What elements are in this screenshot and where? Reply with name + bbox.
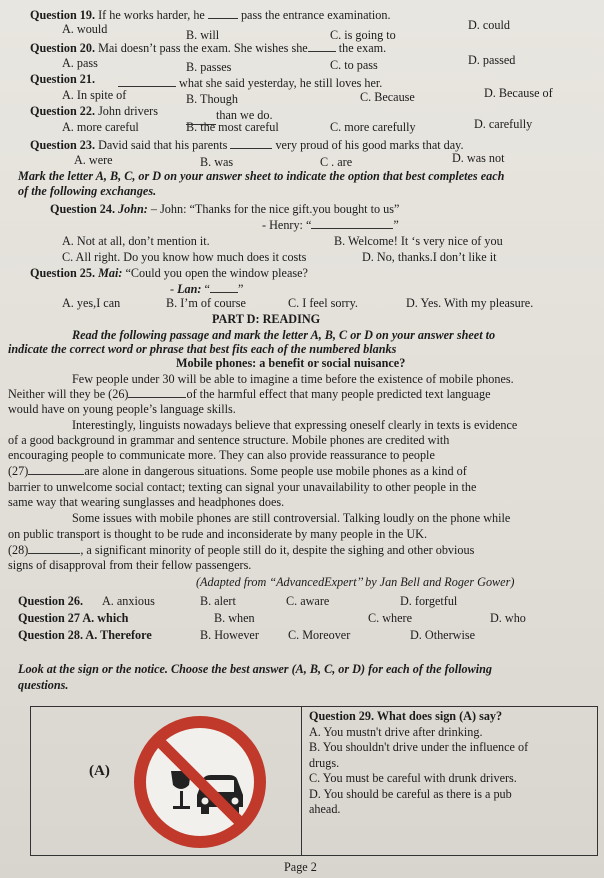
q29-option-c: C. You must be careful with drunk drivers.: [309, 771, 517, 785]
q24-reply: - Henry: “ ”: [262, 218, 399, 232]
q26-option-d: D. forgetful: [400, 594, 458, 608]
q24-option-a: A. Not at all, don’t mention it.: [62, 234, 210, 248]
q20-option-b: B. passes: [186, 60, 232, 74]
q27-option-a: A. which: [82, 611, 129, 625]
q20-option-a: A. pass: [62, 56, 98, 70]
instruction-exchanges: Mark the letter A, B, C, or D on your answer sheet to indicate the option that best completes each: [18, 169, 505, 183]
blank-26: [128, 387, 186, 398]
q22-option-a: A. more careful: [62, 120, 139, 134]
passage-line: same way that wearing sunglasses and headphones does.: [8, 495, 285, 509]
reading-instruction-2: indicate the correct word or phrase that best fits each of the numbered blanks: [8, 342, 397, 356]
q27-option-c: C. where: [368, 611, 412, 625]
no-drinking-driving-sign-icon: [131, 715, 269, 849]
question-29: Question 29. What does sign (A) say? A. You mustn't drive after drinking. B. You shouldn't drive under the influence of drugs. C. You must be careful with drunk drivers. D. You should be careful as there is a pub ahead.: [309, 709, 529, 816]
q19-option-c: C. is going to: [330, 28, 396, 42]
question-26: Question 26.: [18, 594, 84, 608]
q21-option-d: D. Because of: [484, 86, 553, 100]
q25-reply: - Lan: “ ”: [170, 282, 244, 296]
instruction-signs: Look at the sign or the notice. Choose the best answer (A, B, C, or D) for each of the following: [18, 662, 492, 676]
q20-option-c: C. to pass: [330, 58, 378, 72]
q21-option-b: B. Though: [186, 92, 238, 106]
q29-option-a: A. You mustn't drive after drinking.: [309, 724, 483, 739]
passage-line: (28) , a significant minority of people still do it, despite the sighing and other obvious: [8, 543, 475, 557]
q21-option-c: C. Because: [360, 90, 415, 104]
q25-option-b: B. I’m of course: [166, 296, 246, 310]
q23-option-d: D. was not: [452, 151, 505, 165]
divider: [301, 707, 302, 855]
q23-option-b: B. was: [200, 155, 234, 169]
question-22: Question 22. John drivers: [30, 104, 158, 118]
instruction-signs-2: questions.: [18, 678, 69, 692]
q22-option-b-wrap: [186, 120, 279, 134]
q25-option-a: A. yes,I can: [62, 296, 121, 310]
q24-option-c: C. All right. Do you know how much does it costs: [62, 250, 307, 264]
passage-line: would have on young people’s language skills.: [8, 402, 236, 416]
q26-option-c: C. aware: [286, 594, 330, 608]
question-27: Question 27 A. which: [18, 611, 129, 625]
sign-label: (A): [89, 763, 110, 779]
question-25: Question 25. Mai: “Could you open the window please?: [30, 266, 308, 280]
passage-line: Some issues with mobile phones are still controversial. Talking loudly on the phone while: [72, 511, 511, 525]
answer-blank: [311, 218, 393, 229]
passage-line: encouraging people to communicate more. They can also provide reassurance to people: [8, 448, 435, 462]
question-28: Question 28. A. Therefore: [18, 628, 152, 642]
q21-option-a: A. In spite of: [62, 88, 127, 102]
q27-option-d: D. who: [490, 611, 526, 625]
q20-option-d: D. passed: [468, 53, 516, 67]
q23-option-a: A. were: [74, 153, 113, 167]
reading-instruction: Read the following passage and mark the letter A, B, C or D on your answer sheet to: [72, 328, 496, 342]
q19-option-d: D. could: [468, 18, 510, 32]
q29-option-b: B. You shouldn't drive under the influence of: [309, 740, 529, 754]
q28-option-b: B. However: [200, 628, 259, 642]
question-19: Question 19. If he works harder, he pass the entrance examination.: [30, 8, 391, 22]
answer-blank: [186, 114, 216, 125]
instruction-exchanges-2: of the following exchanges.: [18, 184, 157, 198]
q22-option-c: C. more carefully: [330, 120, 416, 134]
question-20: Question 20. Mai doesn’t pass the exam. She wishes she the exam.: [30, 41, 387, 55]
q26-option-b: B. alert: [200, 594, 236, 608]
blank-28: [28, 543, 80, 554]
q26-option-a: A. anxious: [102, 594, 155, 608]
q19-option-a: A. would: [62, 22, 108, 36]
section-title: PART D: READING: [212, 312, 321, 326]
sign-question-box: [30, 706, 598, 856]
q22-stem-end: than we do.: [216, 108, 273, 122]
passage-line: on public transport is thought to be rude and inconsiderate by many people in the UK.: [8, 527, 428, 541]
answer-blank: [308, 41, 336, 52]
passage-line: Neither will they be (26) of the harmful effect that many people predicted text language: [8, 387, 491, 401]
passage-line: (27) are alone in dangerous situations. Some people use mobile phones as a kind of: [8, 464, 467, 478]
q25-option-c: C. I feel sorry.: [288, 296, 358, 310]
passage-line: of a good background in grammar and sentence structure. Mobile phones are credited with: [8, 433, 450, 447]
q27-option-b: B. when: [214, 611, 255, 625]
q22-option-d: D. carefully: [474, 117, 533, 131]
q28-option-d: D. Otherwise: [410, 628, 475, 642]
answer-blank: [208, 8, 238, 19]
answer-blank: [230, 138, 272, 149]
q28-option-a: A. Therefore: [85, 628, 152, 642]
q28-option-c: C. Moreover: [288, 628, 351, 642]
passage-line: Interestingly, linguists nowadays believe that expressing oneself clearly in texts is evidence: [72, 418, 518, 432]
blank-27: [28, 464, 84, 475]
passage-source: (Adapted from “AdvancedExpert’’ by Jan Bell and Roger Gower): [196, 575, 515, 589]
q25-option-d: D. Yes. With my pleasure.: [406, 296, 534, 310]
answer-blank: [210, 282, 238, 293]
q19-option-b: B. will: [186, 28, 220, 42]
q21-stem: what she said yesterday, he still loves her.: [118, 76, 382, 90]
q23-option-c: C . are: [320, 155, 353, 169]
q24-option-b: B. Welcome! It ‘s very nice of you: [334, 234, 503, 248]
answer-blank: [118, 76, 176, 87]
question-23: Question 23. David said that his parents very proud of his good marks that day.: [30, 138, 464, 152]
question-21: Question 21.: [30, 72, 96, 86]
passage-line: signs of disapproval from their fellow passengers.: [8, 558, 252, 572]
q22-option-b: B. the most careful: [186, 120, 279, 134]
passage-line: Few people under 30 will be able to imagine a time before the existence of mobile phones.: [72, 372, 514, 386]
passage-line: barrier to unwelcome social contact; texting can signal your unavailability to other people in the: [8, 480, 477, 494]
page-number: Page 2: [284, 860, 317, 874]
question-24: Question 24. John: – John: “Thanks for the nice gift.you bought to us”: [50, 202, 400, 216]
passage-title: Mobile phones: a benefit or social nuisance?: [176, 356, 406, 370]
q24-option-d: D. No, thanks.I don’t like it: [362, 250, 497, 264]
q29-option-d: D. You should be careful as there is a pub: [309, 786, 512, 801]
